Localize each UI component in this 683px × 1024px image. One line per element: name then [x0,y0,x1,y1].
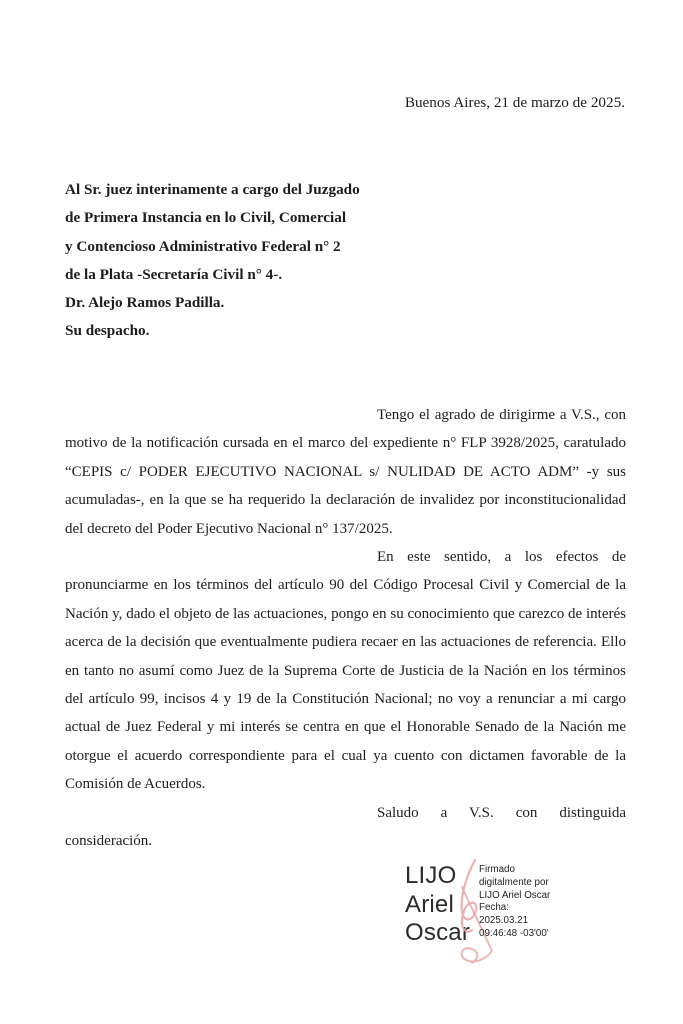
addressee-line: Dr. Alejo Ramos Padilla. [65,294,225,312]
signature-detail-line: Fecha: [479,902,509,914]
digital-signature-block [405,858,645,983]
date-line: Buenos Aires, 21 de marzo de 2025. [404,94,625,111]
addressee-line: de la Plata -Secretaría Civil n° 4-. [65,265,283,283]
addressee-block [65,176,360,346]
signature-detail-line: Firmado [479,864,515,875]
addressee-line: y Contencioso Administrativo Federal n° 2 [65,237,341,255]
signature-detail-line: LIJO Ariel Oscar [479,889,551,901]
signatory-name-line: LIJO [405,862,457,889]
signature-details [479,864,550,941]
body-paragraph: En este sentido, a los efectos de pronunciarme en los términos del artículo 90 del Código Procesal Civil y Comercial de la Nación y, dado el objeto de las actuaciones, pongo en su conocimiento que carezco de interés acerca de la decisión que eventualmente pudiera recaer en las actuaciones de referencia. Ello en tanto no asumí como Juez de la Suprema Corte de Justicia de la Nación en los términos del artículo 99, incisos 4 y 19 de la Constitución Nacional; no voy a renunciar a mi cargo actual de Juez Federal y mi interés se centra en que el Honorable Senado de la Nación me otorgue el acuerdo correspondiente para el cual ya cuento con dictamen favorable de la Comisión de Acuerdos. [65,549,626,793]
addressee-line: Su despacho. [65,322,150,340]
signature-detail-line: 2025.03.21 [479,915,529,927]
addressee-line: Al Sr. juez interinamente a cargo del Juzgado [65,181,360,198]
signatory-name-line: Ariel [405,890,455,918]
closing-paragraph: Saludo a V.S. con distinguida consideración. [65,804,626,850]
body-paragraph: Tengo el agrado de dirigirme a V.S., con motivo de la notificación cursada en el marco del expediente n° FLP 3928/2025, caratulado “CEPIS c/ PODER EJECUTIVO NACIONAL s/ NULIDAD DE ACTO ADM” -y sus acumuladas-, en la que se ha requerido la declaración de invalidez por inconstitucionalidad del decreto del Poder Ejecutivo Nacional n° 137/2025. [65,407,626,537]
signature-detail-line: 09:46:48 -03'00' [479,927,549,939]
addressee-line: de Primera Instancia en lo Civil, Comercial [65,209,347,227]
signature-stroke [462,860,477,932]
signature-detail-line: digitalmente por [479,876,549,888]
signatory-name-line: Oscar [405,919,471,947]
letter-body [65,401,626,856]
